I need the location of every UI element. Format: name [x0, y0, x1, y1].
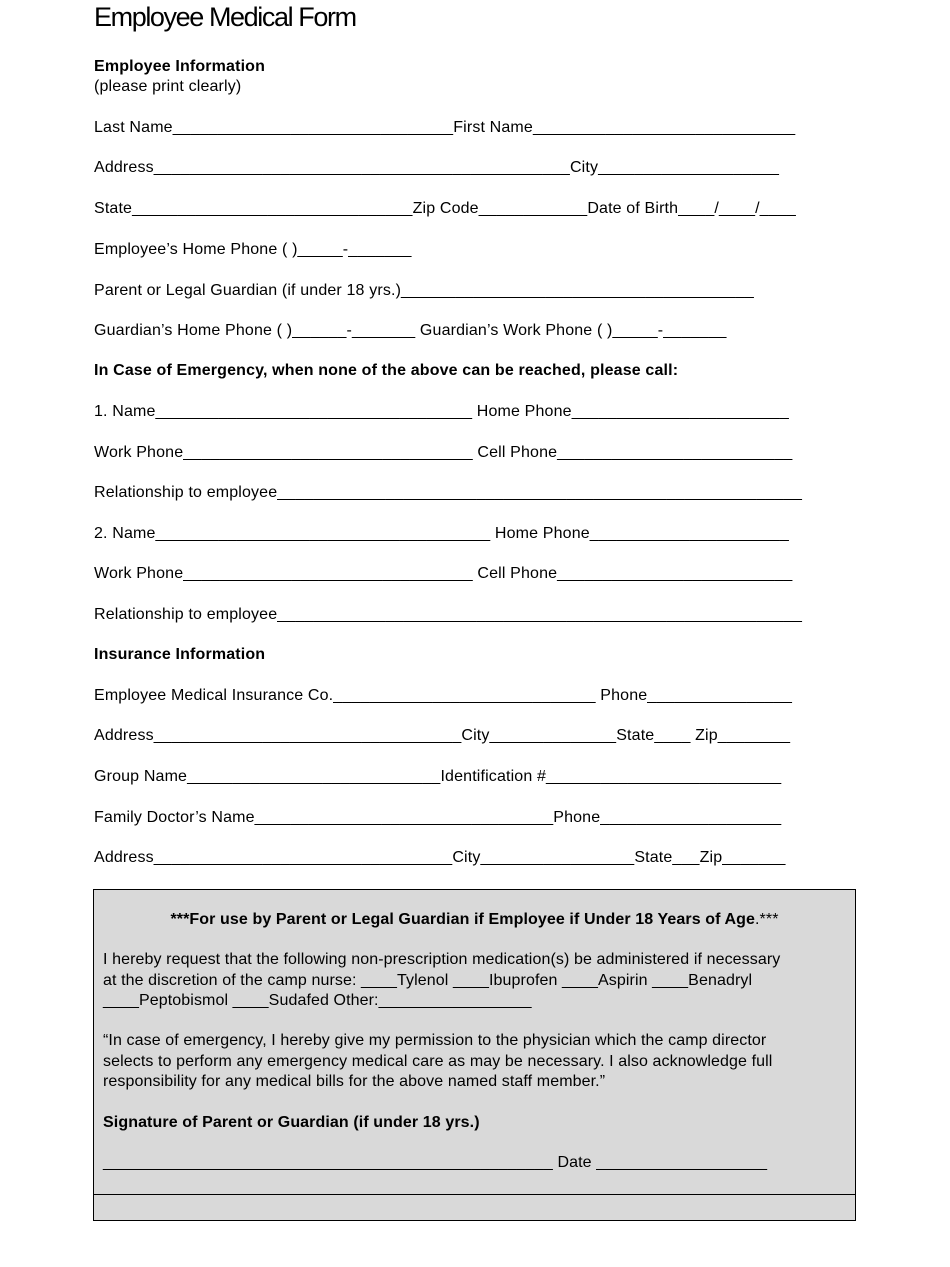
consent-text-line-1: “In case of emergency, I hereby give my permission to the physician which the camp director	[103, 1032, 767, 1049]
state-zip-dob-field-line[interactable]: State_______________________________Zip Code____________Date of Birth____/____/____	[94, 200, 796, 217]
medication-text-line-1: I hereby request that the following non-prescription medication(s) be administered if necessary	[103, 951, 781, 968]
insurance-heading: Insurance Information	[94, 646, 266, 663]
emergency-contact-1-name-line[interactable]: 1. Name___________________________________ Home Phone________________________	[94, 403, 789, 420]
guardian-name-field-line[interactable]: Parent or Legal Guardian (if under 18 yrs.)_______________________________________	[94, 282, 754, 299]
employee-home-phone-field-line[interactable]: Employee’s Home Phone ( )_____-_______	[94, 241, 412, 258]
family-doctor-line[interactable]: Family Doctor’s Name_________________________________Phone____________________	[94, 809, 782, 826]
group-identification-line[interactable]: Group Name____________________________Identification #__________________________	[94, 768, 782, 785]
consent-text-line-3: responsibility for any medical bills for the above named staff member.”	[103, 1073, 606, 1090]
name-field-line[interactable]: Last Name_______________________________First Name_____________________________	[94, 119, 796, 136]
emergency-contact-2-relationship-line[interactable]: Relationship to employee__________________________________________________________	[94, 606, 803, 623]
emergency-contact-2-phones-line[interactable]: Work Phone________________________________ Cell Phone__________________________	[94, 565, 793, 582]
insurance-company-line[interactable]: Employee Medical Insurance Co._____________________________ Phone________________	[94, 687, 793, 704]
signature-date-line[interactable]: __________________________________________________ Date ___________________	[103, 1154, 768, 1171]
doctor-address-line[interactable]: Address_________________________________City_________________State___Zip_______	[94, 849, 786, 866]
guardian-box-heading-bold: ***For use by Parent or Legal Guardian if Employee if Under 18 Years of Age	[170, 911, 756, 928]
signature-heading: Signature of Parent or Guardian (if under 18 yrs.)	[103, 1114, 480, 1131]
address-field-line[interactable]: Address______________________________________________City____________________	[94, 159, 780, 176]
employee-info-heading: Employee Information	[94, 58, 266, 75]
box-divider	[94, 1194, 855, 1195]
insurance-address-line[interactable]: Address__________________________________City______________State____ Zip________	[94, 727, 791, 744]
emergency-heading: In Case of Emergency, when none of the above can be reached, please call:	[94, 362, 679, 379]
emergency-contact-1-relationship-line[interactable]: Relationship to employee__________________________________________________________	[94, 484, 803, 501]
guardian-box-heading-tail: .***	[755, 911, 779, 928]
medication-options-line-3[interactable]: ____Peptobismol ____Sudafed Other:_________________	[103, 992, 532, 1009]
page-title: Employee Medical Form	[94, 2, 356, 32]
consent-text-line-2: selects to perform any emergency medical care as may be necessary. I also acknowledge full	[103, 1053, 773, 1070]
medication-options-line-2[interactable]: at the discretion of the camp nurse: ____Tylenol ____Ibuprofen ____Aspirin ____Benadryl	[103, 972, 753, 989]
emergency-contact-2-name-line[interactable]: 2. Name_____________________________________ Home Phone______________________	[94, 525, 789, 542]
print-clearly-note: (please print clearly)	[94, 78, 242, 95]
guardian-phones-field-line[interactable]: Guardian’s Home Phone ( )______-_______ Guardian’s Work Phone ( )_____-_______	[94, 322, 727, 339]
emergency-contact-1-phones-line[interactable]: Work Phone________________________________ Cell Phone__________________________	[94, 444, 793, 461]
guardian-box-heading	[93, 910, 856, 930]
